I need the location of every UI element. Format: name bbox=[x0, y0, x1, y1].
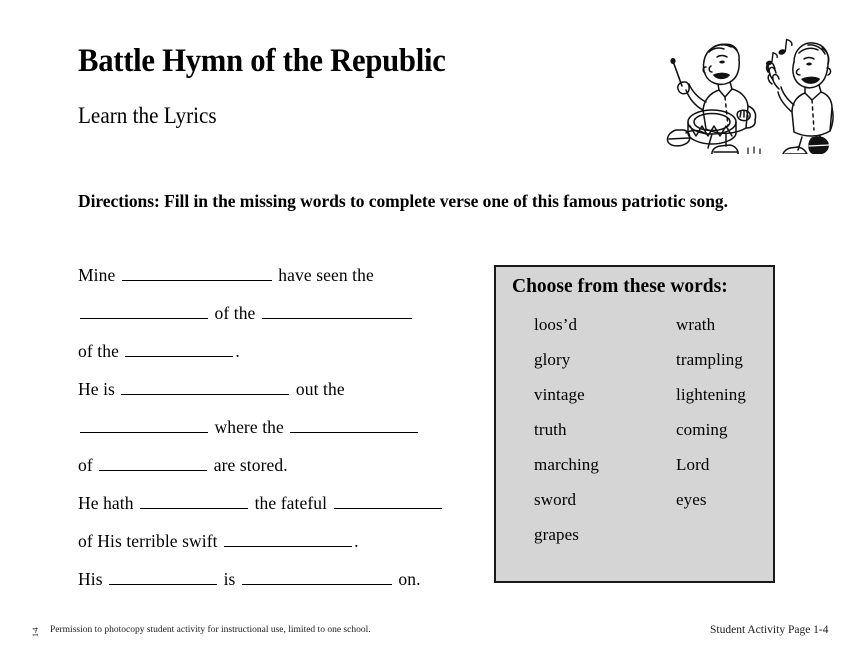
word-bank-word[interactable]: loos’d bbox=[534, 315, 578, 334]
answer-blank[interactable] bbox=[224, 529, 352, 547]
word-bank-word[interactable]: lightening bbox=[676, 385, 746, 404]
word-bank-row bbox=[534, 347, 763, 382]
word-bank-row bbox=[534, 382, 763, 417]
lyric-text: are stored. bbox=[209, 455, 288, 475]
answer-blank[interactable] bbox=[125, 339, 233, 357]
lyric-line bbox=[78, 452, 458, 490]
word-bank-word[interactable]: truth bbox=[534, 420, 567, 439]
answer-blank[interactable] bbox=[109, 567, 217, 585]
word-bank-word[interactable]: marching bbox=[534, 455, 599, 474]
lyric-text: Mine bbox=[78, 265, 120, 285]
word-bank-word[interactable]: glory bbox=[534, 350, 571, 369]
lyric-line bbox=[78, 414, 458, 452]
lyric-text: of the bbox=[210, 303, 260, 323]
lyric-line bbox=[78, 566, 458, 604]
word-bank-box bbox=[494, 265, 775, 583]
lyric-text: is bbox=[219, 569, 240, 589]
answer-blank[interactable] bbox=[99, 453, 207, 471]
lyric-text: of the bbox=[78, 341, 124, 361]
lyric-text: of His terrible swift bbox=[78, 531, 223, 551]
answer-blank[interactable] bbox=[262, 301, 412, 319]
word-bank-title: Choose from these words: bbox=[512, 276, 728, 297]
marching-band-children-illustration bbox=[662, 26, 834, 154]
answer-blank[interactable] bbox=[122, 263, 272, 281]
page-title: Battle Hymn of the Republic bbox=[78, 43, 446, 79]
music-note-icon bbox=[765, 40, 792, 67]
lyric-text: have seen the bbox=[273, 265, 374, 285]
drummer-child bbox=[667, 44, 755, 154]
word-bank-word[interactable]: wrath bbox=[676, 315, 716, 334]
lyric-text: He is bbox=[78, 379, 120, 399]
page-subtitle: Learn the Lyrics bbox=[78, 103, 217, 128]
answer-blank[interactable] bbox=[290, 415, 418, 433]
word-bank-word[interactable]: sword bbox=[534, 490, 577, 509]
word-bank-word[interactable]: Lord bbox=[676, 455, 710, 474]
word-bank-word[interactable]: eyes bbox=[676, 490, 707, 509]
lyric-text: out the bbox=[291, 379, 345, 399]
word-bank-word bbox=[676, 522, 763, 557]
lyric-line bbox=[78, 528, 458, 566]
answer-blank[interactable] bbox=[80, 415, 208, 433]
word-bank-word[interactable]: coming bbox=[676, 420, 728, 439]
footer-page-label: Student Activity Page 1-4 bbox=[710, 624, 829, 636]
singing-child bbox=[767, 43, 833, 154]
lyric-line bbox=[78, 262, 458, 300]
lyric-text: . bbox=[354, 531, 359, 551]
lyric-text: His bbox=[78, 569, 108, 589]
word-bank-row bbox=[534, 417, 763, 452]
word-bank-word[interactable]: vintage bbox=[534, 385, 585, 404]
motion-marks bbox=[748, 147, 760, 154]
answer-blank[interactable] bbox=[140, 491, 248, 509]
lyric-line bbox=[78, 376, 458, 414]
answer-blank[interactable] bbox=[80, 301, 208, 319]
footer-rotated-mark: 1-4 bbox=[31, 627, 40, 637]
lyric-text: . bbox=[235, 341, 240, 361]
directions-text: Directions: Fill in the missing words to complete verse one of this famous patriotic song. bbox=[78, 191, 728, 211]
lyric-text: the fateful bbox=[250, 493, 332, 513]
lyric-text: where the bbox=[210, 417, 289, 437]
word-bank-word[interactable]: grapes bbox=[534, 525, 579, 544]
answer-blank[interactable] bbox=[334, 491, 442, 509]
lyrics-section bbox=[78, 262, 458, 604]
word-bank-grid bbox=[534, 312, 763, 557]
word-bank-row bbox=[534, 522, 763, 557]
answer-blank[interactable] bbox=[242, 567, 392, 585]
lyric-text: of bbox=[78, 455, 98, 475]
lyric-text: on. bbox=[393, 569, 421, 589]
footer-permission-text: Permission to photocopy student activity for instructional use, limited to one school. bbox=[50, 625, 371, 635]
lyric-text: He hath bbox=[78, 493, 139, 513]
word-bank-row bbox=[534, 312, 763, 347]
lyric-line bbox=[78, 490, 458, 528]
lyric-line bbox=[78, 300, 458, 338]
answer-blank[interactable] bbox=[121, 377, 289, 395]
word-bank-word[interactable]: trampling bbox=[676, 350, 743, 369]
word-bank-row bbox=[534, 452, 763, 487]
word-bank-row bbox=[534, 487, 763, 522]
lyric-line bbox=[78, 338, 458, 376]
